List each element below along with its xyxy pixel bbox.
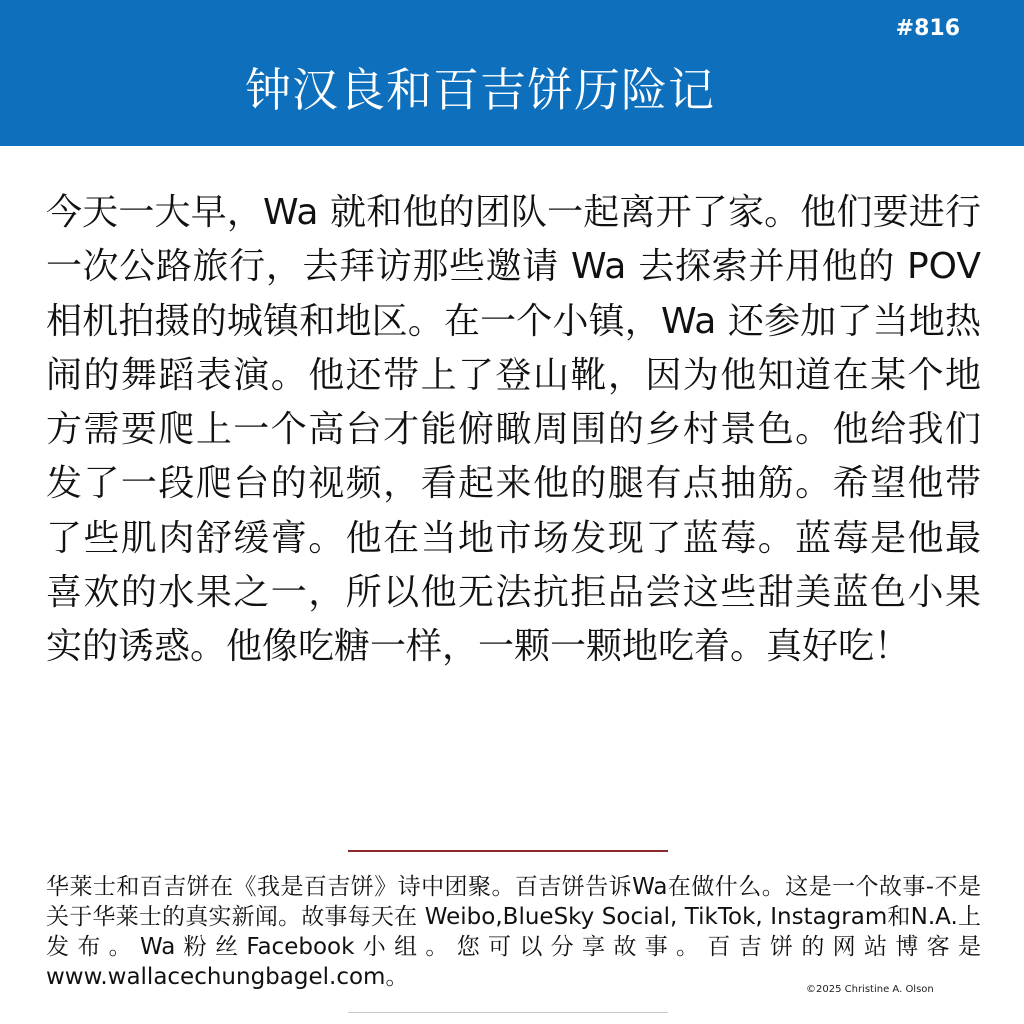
header-banner xyxy=(0,0,1024,146)
divider-line xyxy=(348,850,668,852)
story-text: 今天一大早，Wa 就和他的团队一起离开了家。他们要进行一次公路旅行，去拜访那些邀请 Wa 去探索并用他的 POV 相机拍摄的城镇和地区。在一个小镇，Wa 还参加了当地热闹的舞蹈表演。他还带上了登山靴，因为他知道在某个地方需要爬上一个高台才能俯瞰周围的乡村景色。他给我们发了一段爬台的视频，看起来他的腿有点抽筋。希望他带了些肌肉舒缓膏。他在当地市场发现了蓝莓。蓝莓是他最喜欢的水果之一，所以他无法抗拒品尝这些甜美蓝色小果实的诱惑。他像吃糖一样，一颗一颗地吃着。真好吃！ xyxy=(46,192,981,668)
issue-number: #816 xyxy=(895,16,960,41)
bottom-divider-line xyxy=(348,1012,668,1013)
copyright-text: ©2025 Christine A. Olson xyxy=(806,984,934,995)
page-title: 钟汉良和百吉饼历险记 xyxy=(245,63,715,117)
footer-note: 华莱士和百吉饼在《我是百吉饼》诗中团聚。百吉饼告诉Wa在做什么。这是一个故事-不是关于华莱士的真实新闻。故事每天在 Weibo,BlueSky Social, TikTok, Instagram和N.A.上发布。Wa粉丝Facebook小组。您可以分享故事。百吉饼的网站博客是www.wallacechungbagel.com。 xyxy=(46,874,981,990)
